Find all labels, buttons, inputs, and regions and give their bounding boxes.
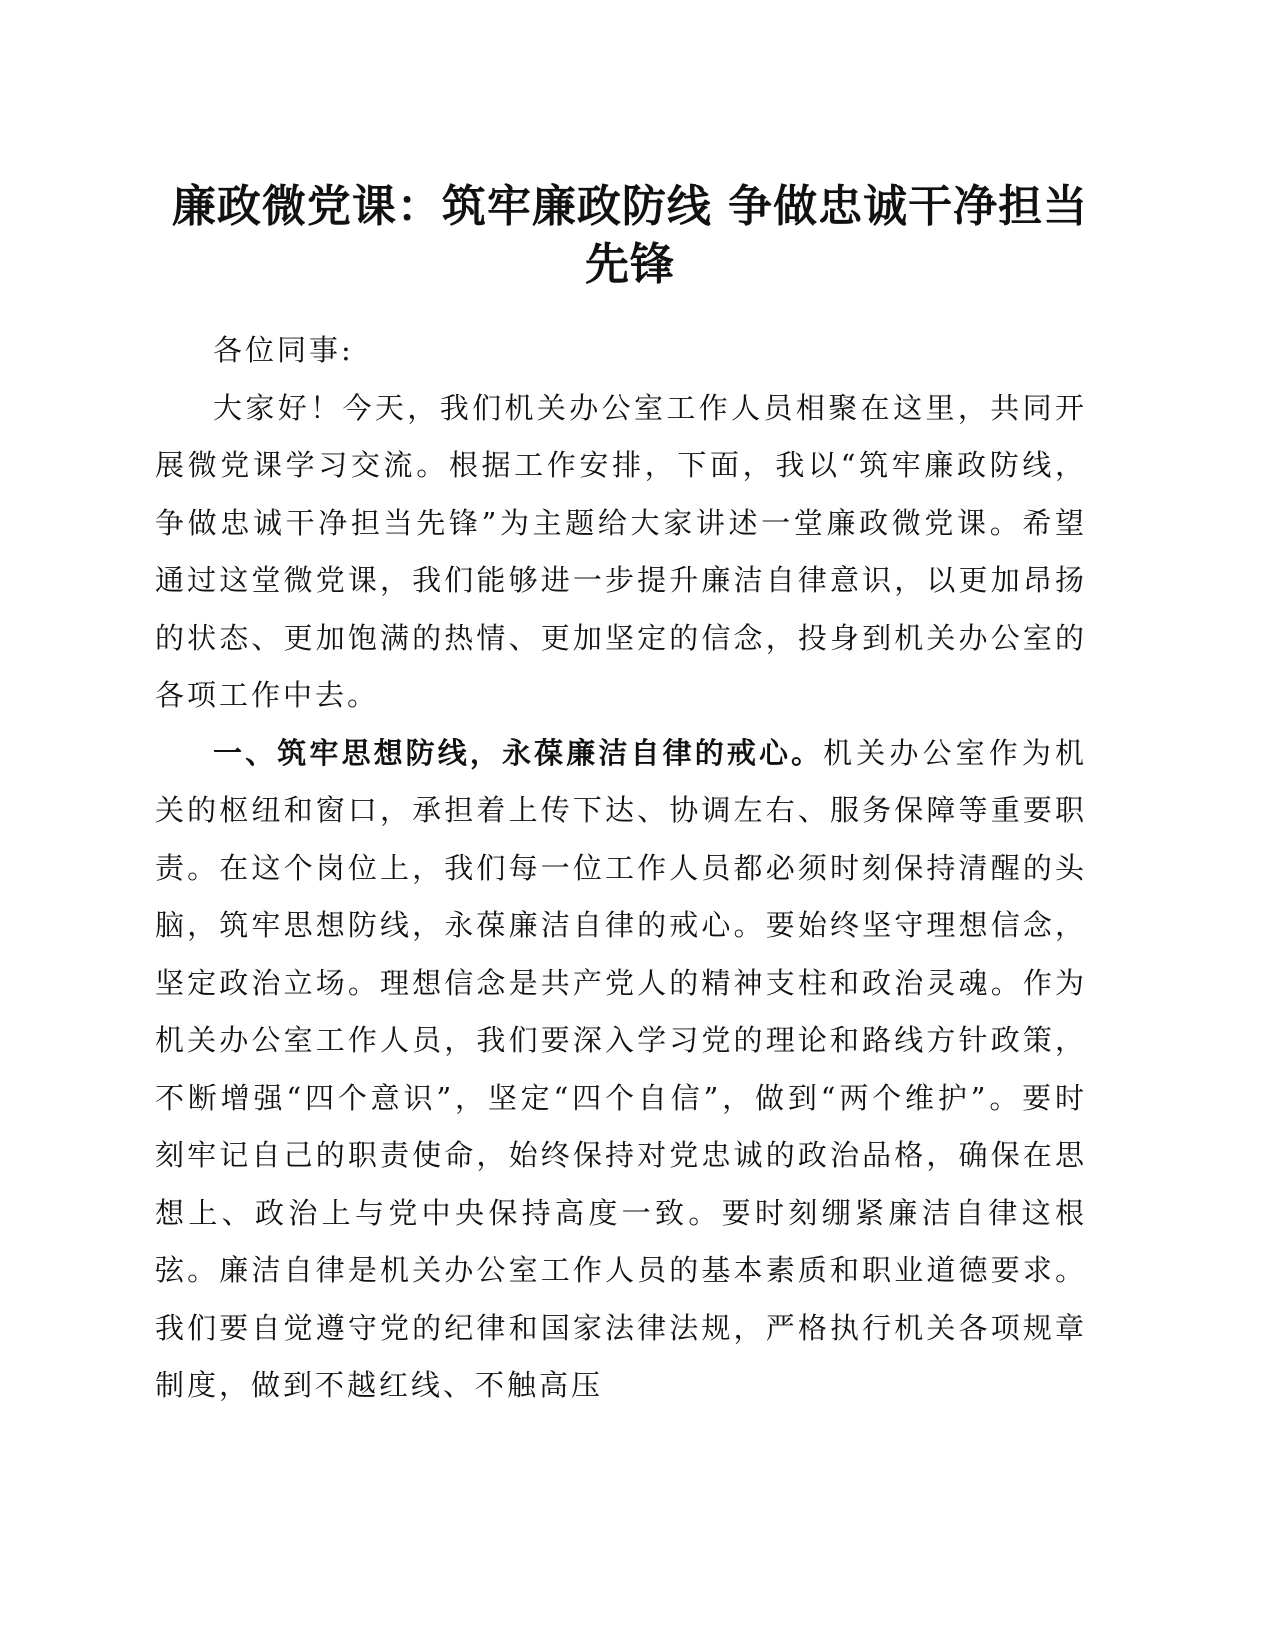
document-title: 廉政微党课：筑牢廉政防线 争做忠诚干净担当先锋 bbox=[171, 181, 1089, 290]
section-1-paragraph bbox=[155, 725, 1087, 1415]
salutation-paragraph: 各位同事: bbox=[213, 333, 354, 367]
document-body bbox=[155, 322, 1087, 1415]
section-1-body: 机关办公室作为机关的枢纽和窗口，承担着上传下达、协调左右、服务保障等重要职责。在这个岗位上，我们每一位工作人员都必须时刻保持清醒的头脑，筑牢思想防线，永葆廉洁自律的戒心。要始终坚守理想信念，坚定政治立场。理想信念是共产党人的精神支柱和政治灵魂。作为机关办公室工作人员，我们要深入学习党的理论和路线方针政策，不断增强“四个意识”，坚定“四个自信”，做到“两个维护”。要时刻牢记自己的职责使命，始终保持对党忠诚的政治品格，确保在思想上、政治上与党中央保持高度一致。要时刻绷紧廉洁自律这根弦。廉洁自律是机关办公室工作人员的基本素质和职业道德要求。我们要自觉遵守党的纪律和国家法律法规，严格执行机关各项规章制度，做到不越红线、不触高压 bbox=[155, 735, 1087, 1402]
intro-paragraph: 大家好！今天，我们机关办公室工作人员相聚在这里，共同开展微党课学习交流。根据工作安排，下面，我以“筑牢廉政防线，争做忠诚干净担当先锋”为主题给大家讲述一堂廉政微党课。希望通过这堂微党课，我们能够进一步提升廉洁自律意识，以更加昂扬的状态、更加饱满的热情、更加坚定的信念，投身到机关办公室的各项工作中去。 bbox=[155, 390, 1087, 712]
section-1-heading: 一、筑牢思想防线，永葆廉洁自律的戒心。 bbox=[213, 735, 824, 770]
